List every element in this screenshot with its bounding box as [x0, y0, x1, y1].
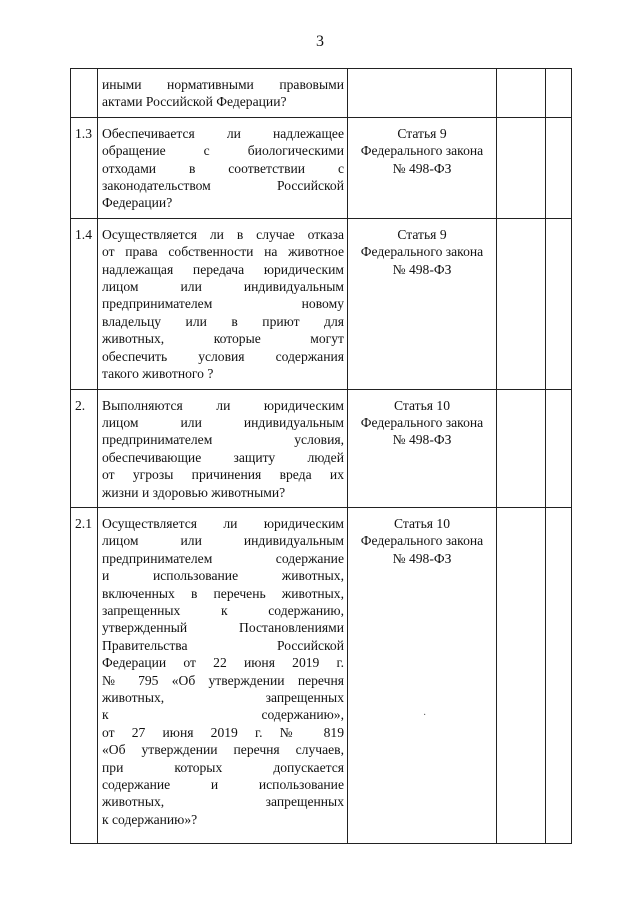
- question-line: Обеспечивается ли надлежащее: [102, 125, 344, 141]
- question-line: Выполняются ли юридическим: [102, 397, 344, 413]
- question-line: лицом или индивидуальным: [102, 533, 344, 549]
- question-line: Осуществляется ли в случае отказа: [102, 226, 344, 242]
- question-line: обращение с биологическими: [102, 143, 344, 159]
- question-line: отходами в соответствии с: [102, 160, 344, 176]
- question-line: содержание и использование: [102, 777, 344, 793]
- scan-mark: ·: [423, 710, 427, 721]
- reference-line: № 498-ФЗ: [392, 550, 452, 566]
- legal-reference: [348, 117, 497, 218]
- item-number: [71, 69, 98, 118]
- check-question: [98, 117, 348, 218]
- table-row: [71, 507, 572, 843]
- reference-line: Статья 10: [393, 515, 451, 531]
- table-row: [71, 117, 572, 218]
- note-cell: [546, 218, 572, 389]
- question-line: животных, запрещенных: [102, 794, 344, 810]
- item-number: 1.3: [71, 117, 98, 218]
- question-line: при которых допускается: [102, 759, 344, 775]
- reference-line: Статья 9: [397, 125, 447, 141]
- reference-line: Федерального закона: [360, 244, 484, 260]
- item-number: 2.: [71, 389, 98, 507]
- question-line: обеспечивающие защиту людей: [102, 449, 344, 465]
- check-question: [98, 218, 348, 389]
- question-line: лицом или индивидуальным: [102, 414, 344, 430]
- reference-line: Статья 9: [397, 226, 447, 242]
- question-line: от 27 июня 2019 г. № 819: [102, 724, 344, 740]
- question-line: жизни и здоровью животными?: [102, 484, 286, 500]
- reference-line: Федерального закона: [360, 143, 484, 159]
- reference-line: Статья 10: [393, 397, 451, 413]
- question-line: Федерации от 22 июня 2019 г.: [102, 655, 344, 671]
- reference-line: Федерального закона: [360, 533, 484, 549]
- question-line: утвержденный Постановлениями: [102, 620, 344, 636]
- legal-reference: [348, 507, 497, 843]
- question-line: лицом или индивидуальным: [102, 279, 344, 295]
- question-line: обеспечить условия содержания: [102, 348, 344, 364]
- question-line: актами Российской Федерации?: [102, 94, 287, 110]
- reference-line: № 498-ФЗ: [392, 432, 452, 448]
- question-line: и использование животных,: [102, 568, 344, 584]
- question-line: владельцу или в приют для: [102, 313, 344, 329]
- note-cell: [546, 69, 572, 118]
- item-number: 2.1: [71, 507, 98, 843]
- question-line: предпринимателем условия,: [102, 432, 344, 448]
- checklist-table: [70, 68, 572, 844]
- question-line: надлежащая передача юридическим: [102, 261, 344, 277]
- legal-reference: [348, 218, 497, 389]
- note-cell: [546, 507, 572, 843]
- question-line: иными нормативными правовыми: [102, 77, 344, 92]
- legal-reference: [348, 69, 497, 118]
- question-line: «Об утверждении перечня случаев,: [102, 742, 344, 758]
- question-line: включенных в перечень животных,: [102, 585, 344, 601]
- reference-line: № 498-ФЗ: [392, 261, 452, 277]
- table-row: [71, 69, 572, 118]
- reference-line: № 498-ФЗ: [392, 160, 452, 176]
- answer-cell: [497, 117, 546, 218]
- question-line: запрещенных к содержанию,: [102, 602, 344, 618]
- question-line: № 795 «Об утверждении перечня: [102, 672, 344, 688]
- question-line: Федерации?: [102, 195, 173, 211]
- check-question: [98, 389, 348, 507]
- question-line: такого животного ?: [102, 366, 214, 382]
- question-line: Осуществляется ли юридическим: [102, 515, 344, 531]
- table-row: [71, 218, 572, 389]
- item-number: 1.4: [71, 218, 98, 389]
- legal-reference: [348, 389, 497, 507]
- question-line: животных, которые могут: [102, 331, 344, 347]
- note-cell: [546, 389, 572, 507]
- answer-cell: [497, 389, 546, 507]
- question-line: к содержанию»,: [102, 707, 344, 723]
- question-line: предпринимателем содержание: [102, 550, 344, 566]
- question-line: от угрозы причинения вреда их: [102, 467, 344, 483]
- reference-line: Федерального закона: [360, 414, 484, 430]
- answer-cell: [497, 69, 546, 118]
- question-line: животных, запрещенных: [102, 690, 344, 705]
- answer-cell: [497, 507, 546, 843]
- question-line: предпринимателем новому: [102, 296, 344, 312]
- check-question: [98, 507, 348, 843]
- table-row: [71, 389, 572, 507]
- check-question: [98, 69, 348, 118]
- question-line: законодательством Российской: [102, 178, 344, 194]
- question-line: к содержанию»?: [102, 811, 198, 827]
- question-line: Правительства Российской: [102, 637, 344, 653]
- question-line: от права собственности на животное: [102, 244, 344, 260]
- answer-cell: [497, 218, 546, 389]
- note-cell: [546, 117, 572, 218]
- page-number: 3: [316, 33, 324, 50]
